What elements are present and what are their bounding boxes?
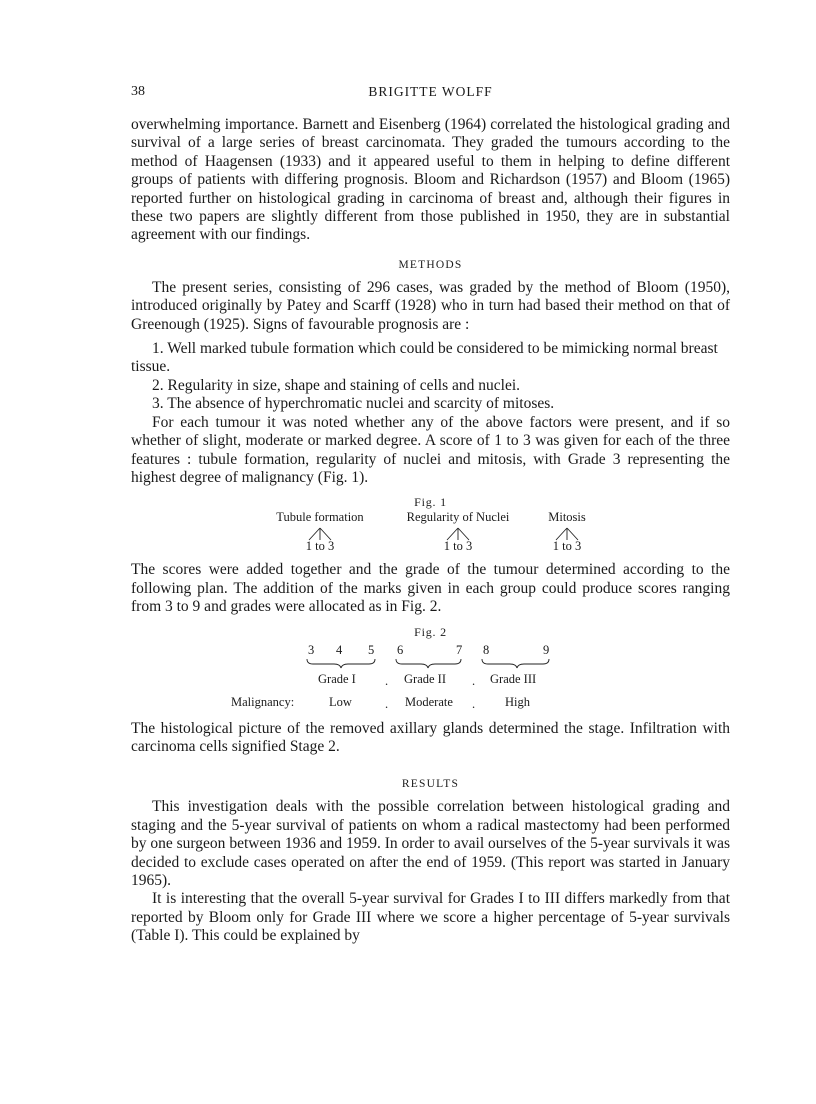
fig1-item-name: Tubule formation xyxy=(276,510,364,525)
fig1-item-regularity xyxy=(395,510,521,554)
methods-paragraph-3: The scores were added together and the grade of the tumour determined according to the following plan. The addition of the marks given in each group could produce scores ranging from 3 to 9 and grades were allocated as in Fig. 2. xyxy=(131,561,730,616)
fig1-item-name: Regularity of Nuclei xyxy=(406,510,510,525)
figure-2-label: Fig. 2 xyxy=(414,624,447,639)
fig1-item-score: 1 to 3 xyxy=(305,539,335,554)
methods-paragraph-4: The histological picture of the removed axillary glands determined the stage. Infiltration with carcinoma cells signified Stage 2. xyxy=(131,719,730,755)
grade-separator: . xyxy=(385,673,389,688)
grade-ii-brace xyxy=(396,659,461,668)
fig2-score: 4 xyxy=(336,642,343,657)
fig1-item-score: 1 to 3 xyxy=(443,539,473,554)
grade-i-brace xyxy=(307,659,375,668)
results-paragraph-1: This investigation deals with the possible correlation between histological grading and staging and the 5-year survival of patients on whom a radical mastectomy had been performed by one surgeon between 1936 and 1959. In order to avail ourselves of the 5-year survivals it was decided to exclude cases operated on after the end of 1959. (This report was started in January 1965). xyxy=(131,798,730,889)
running-head: BRIGITTE WOLFF xyxy=(368,84,493,99)
grade-braces xyxy=(131,657,730,669)
page-number: 38 xyxy=(131,84,145,99)
fig1-item-name: Mitosis xyxy=(548,510,586,525)
fig2-score: 5 xyxy=(368,642,375,657)
malignancy-level: Low xyxy=(329,694,352,709)
grade-separator: . xyxy=(472,673,476,688)
fig2-score: 3 xyxy=(308,642,315,657)
malignancy-separator: . xyxy=(385,696,389,711)
fig2-score: 6 xyxy=(397,642,404,657)
fig1-item-mitosis xyxy=(535,510,599,554)
fig1-item-score: 1 to 3 xyxy=(552,539,582,554)
results-paragraph-2: It is interesting that the overall 5-year survival for Grades I to III differs markedly from that reported by Bloom only for Grade III where we score a higher percentage of 5-year survivals (Table I). This could be explained by xyxy=(131,890,730,945)
page-header xyxy=(131,84,730,104)
malignancy-level: High xyxy=(505,694,530,709)
intro-paragraph: overwhelming importance. Barnett and Eisenberg (1964) correlated the histological grading and survival of a large series of breast carcinomata. They graded the tumours according to the method of Haagensen (1933) and it appeared useful to them in helping to define different groups of patients with differing prognosis. Bloom and Richardson (1957) and Bloom (1965) reported further on histological grading in carcinoma of breast and, although their figures in these two papers are slightly different from those published in 1950, they are in substantial agreement with our findings. xyxy=(131,116,730,244)
fig1-item-tubule xyxy=(265,510,375,554)
malignancy-level: Moderate xyxy=(405,694,453,709)
fig2-score: 8 xyxy=(483,642,490,657)
malignancy-label: Malignancy: xyxy=(231,694,295,709)
methods-paragraph-1: The present series, consisting of 296 cases, was graded by the method of Bloom (1950), introduced originally by Patey and Scarff (1928) who in turn had based their method on that of Greenough (1925). Signs of favourable prognosis are : xyxy=(131,278,730,333)
list-item: 2. Regularity in size, shape and staining of cells and nuclei. xyxy=(152,376,521,394)
results-heading: RESULTS xyxy=(401,778,460,791)
methods-heading: METHODS xyxy=(398,258,463,271)
grade-label: Grade III xyxy=(490,671,537,686)
grade-label: Grade II xyxy=(404,671,446,686)
figure-1-label: Fig. 1 xyxy=(414,495,447,510)
methods-paragraph-2: For each tumour it was noted whether any of the above factors were present, and if so whether of slight, moderate or marked degree. A score of 1 to 3 was given for each of the three features : tubule formation, regularity of nuclei and mitosis, with Grade 3 representing the highest degree of malignancy (Fig. 1). xyxy=(131,413,730,486)
malignancy-separator: . xyxy=(472,696,476,711)
list-item: 3. The absence of hyperchromatic nuclei and scarcity of mitoses. xyxy=(152,395,555,413)
grade-label: Grade I xyxy=(318,671,356,686)
figure-2 xyxy=(131,625,730,720)
fig2-score: 9 xyxy=(543,642,550,657)
fig2-score: 7 xyxy=(456,642,463,657)
figure-1 xyxy=(131,495,730,557)
page xyxy=(131,84,730,946)
grade-iii-brace xyxy=(482,659,549,668)
list-item: 1. Well marked tubule formation which could be considered to be mimicking normal breast tissue. xyxy=(131,340,718,376)
